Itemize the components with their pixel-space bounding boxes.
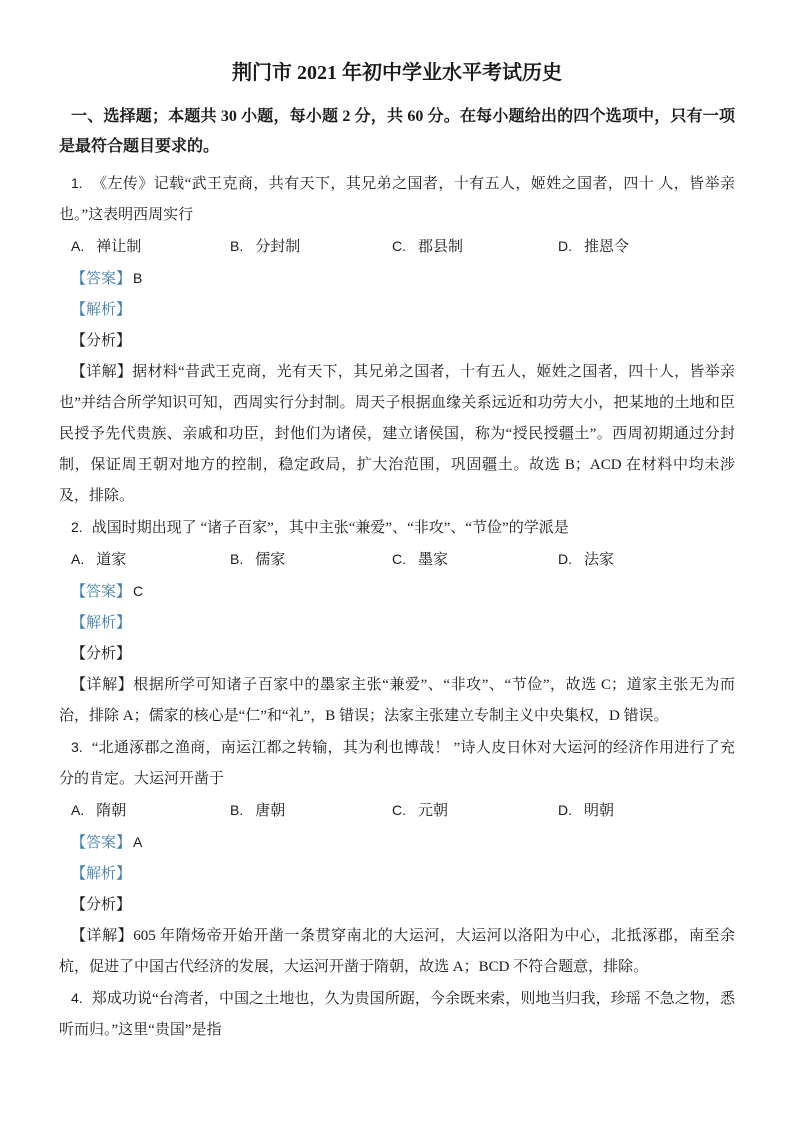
option-a: [71, 544, 230, 576]
option-a: [71, 231, 230, 263]
options-row: [59, 231, 735, 263]
detail-label: 【详解】: [71, 928, 134, 944]
options-row: [59, 795, 735, 827]
question-stem-text: “北通涿郡之渔商，南运江都之转输，其为利也博哉！ ”诗人皮日休对大运河的经济作用进行了充分的肯定。大运河开凿于: [59, 740, 735, 787]
question-stem-text: 战国时期出现了 “诸子百家”，其中主张“兼爱”、“非攻”、“节俭”的学派是: [91, 520, 569, 536]
option-text: 法家: [584, 552, 615, 568]
detail-label: 【详解】: [71, 364, 133, 380]
question-stem: [59, 732, 735, 795]
answer-line: [59, 576, 735, 608]
option-label: D.: [558, 802, 572, 818]
answer-label: 【答案】: [71, 271, 132, 287]
option-label: C.: [392, 551, 406, 567]
option-text: 明朝: [584, 803, 615, 819]
question-4: [59, 983, 735, 1046]
option-c: [392, 795, 558, 827]
page-title: 荆门市 2021 年初中学业水平考试历史: [232, 62, 562, 84]
question-stem: [59, 512, 735, 544]
detail-paragraph: [59, 357, 735, 512]
section-instructions: 一、选择题；本题共 30 小题，每小题 2 分，共 60 分。在每小题给出的四个选项中，只有一项是最符合题目要求的。: [59, 108, 735, 155]
option-text: 分封制: [255, 239, 301, 255]
option-label: B.: [230, 551, 244, 567]
option-text: 禅让制: [96, 239, 142, 255]
option-text: 隋朝: [96, 803, 127, 819]
question-number: 3.: [71, 739, 83, 755]
question-stem: [59, 983, 735, 1046]
analysis-label: 【分析】: [71, 333, 132, 349]
detail-label: 【详解】: [71, 677, 134, 693]
detail-paragraph: [59, 921, 735, 983]
answer-value: A: [133, 834, 143, 850]
analysis-label: 【分析】: [71, 897, 132, 913]
option-d: [558, 544, 735, 576]
detail-text: 605 年隋炀帝开始开凿一条贯穿南北的大运河，大运河以洛阳为中心，北抵涿郡，南至余杭，促进了中国古代经济的发展，大运河开凿于隋朝，故选 A；BCD 不符合题意，排除。: [59, 928, 735, 975]
option-b: [230, 231, 392, 263]
option-text: 道家: [96, 552, 127, 568]
option-d: [558, 231, 735, 263]
detail-text: 根据所学可知诸子百家中的墨家主张“兼爱”、“非攻”、“节俭”，故选 C；道家主张无为而治，排除 A；儒家的核心是“仁”和“礼”，B 错误；法家主张建立专制主义中央集权，D 错误。: [59, 677, 735, 724]
option-d: [558, 795, 735, 827]
explanation-label: 【解析】: [71, 615, 132, 631]
answer-line: [59, 263, 735, 295]
option-text: 元朝: [418, 803, 449, 819]
answer-line: [59, 827, 735, 859]
option-text: 唐朝: [255, 803, 286, 819]
option-label: B.: [230, 238, 244, 254]
option-b: [230, 544, 392, 576]
option-label: A.: [71, 238, 85, 254]
option-label: A.: [71, 802, 85, 818]
option-text: 郡县制: [418, 239, 464, 255]
detail-text: 据材料“昔武王克商，光有天下，其兄弟之国者，十有五人，姬姓之国者，四十人，皆举亲也”并结合所学知识可知，西周实行分封制。周天子根据血缘关系远近和功劳大小，把某地的土地和臣民授予先代贵族、亲戚和功臣，封他们为诸侯，建立诸侯国，称为“授民授疆土”。西周初期通过分封制，保证周王朝对地方的控制，稳定政局，扩大治范围，巩固疆土。故选 B；ACD 在材料中均未涉及，排除。: [59, 364, 735, 504]
question-2: [59, 512, 735, 732]
answer-label: 【答案】: [71, 835, 132, 851]
option-text: 儒家: [255, 552, 286, 568]
option-label: A.: [71, 551, 85, 567]
analysis-label: 【分析】: [71, 646, 132, 662]
option-label: D.: [558, 238, 572, 254]
question-1: [59, 168, 735, 512]
option-c: [392, 544, 558, 576]
option-label: D.: [558, 551, 572, 567]
question-stem: [59, 168, 735, 231]
detail-paragraph: [59, 670, 735, 732]
option-b: [230, 795, 392, 827]
question-3: [59, 732, 735, 983]
question-stem-text: 郑成功说“台湾者，中国之土地也，久为贵国所踞，今余既来索，则地当归我，珍瑶 不急之物，悉听而归。”这里“贵国”是指: [59, 991, 735, 1038]
question-number: 4.: [71, 990, 83, 1006]
option-label: B.: [230, 802, 244, 818]
explanation-label: 【解析】: [71, 866, 132, 882]
question-number: 2.: [71, 519, 83, 535]
option-c: [392, 231, 558, 263]
option-a: [71, 795, 230, 827]
option-text: 推恩令: [584, 239, 630, 255]
option-label: C.: [392, 802, 406, 818]
option-label: C.: [392, 238, 406, 254]
answer-label: 【答案】: [71, 584, 132, 600]
question-number: 1.: [71, 175, 83, 191]
answer-value: B: [133, 270, 143, 286]
question-stem-text: 《左传》记载“武王克商，共有天下，其兄弟之国者，十有五人，姬姓之国者，四十 人，皆举亲也。”这表明西周实行: [59, 176, 735, 223]
option-text: 墨家: [418, 552, 449, 568]
options-row: [59, 544, 735, 576]
explanation-label: 【解析】: [71, 302, 132, 318]
answer-value: C: [133, 583, 144, 599]
